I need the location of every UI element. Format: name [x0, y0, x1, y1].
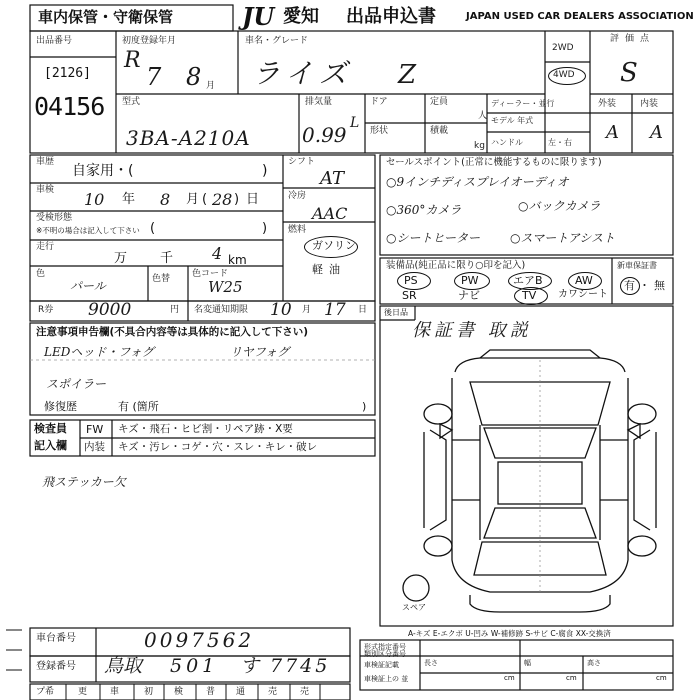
fuel-gasoline: ガソリン	[312, 239, 356, 252]
remarks-label: 後日品	[384, 308, 408, 317]
inspection-label: 車検	[36, 185, 55, 195]
registration-class: 501	[170, 655, 219, 677]
repair-value: 有 (箇所	[118, 400, 159, 413]
notes-header: 注意事項申告欄(不具合内容等は具体的に記入して下さい)	[36, 326, 309, 338]
selling-item-4: ○シートヒーター	[386, 231, 481, 245]
lot-number: 04156	[34, 92, 105, 121]
name-notice-label: 名変通知期限	[194, 305, 249, 315]
inspection-year: 10	[84, 190, 105, 209]
manual-value: 有・無	[624, 279, 669, 292]
selling-item-5: ○スマートアシスト	[510, 231, 616, 245]
inspection-day-unit: 日	[246, 192, 260, 207]
first-reg-month-unit: 月	[206, 81, 216, 91]
spec-cm-1: cm	[504, 674, 515, 682]
color-value: パール	[70, 279, 106, 293]
receive-note: ※不明の場合は記入して下さい	[36, 226, 140, 235]
color-code: W25	[208, 278, 243, 296]
bottom-label-3: 車	[110, 687, 120, 697]
storage-label: 車内保管・守衛保管	[38, 8, 174, 26]
org-name: 愛知	[283, 6, 319, 27]
name-notice-day: 17	[324, 300, 346, 320]
score-ext-label: 外装	[598, 99, 617, 109]
inspection-year-unit: 年	[122, 192, 136, 207]
mileage-unit: km	[228, 253, 247, 267]
mileage-man: 万	[114, 251, 128, 266]
registration-area: 鳥取	[104, 655, 143, 677]
r-ticket-label: R券	[38, 305, 54, 315]
manual-header: 新車保証書	[617, 261, 657, 270]
bottom-label-9: 売	[300, 687, 310, 697]
name-notice-day-unit: 日	[358, 305, 368, 315]
dealer-label: ディーラー・並行	[491, 99, 555, 108]
equip-airbag: エアB	[513, 274, 543, 287]
color-change-label: 色替	[152, 274, 171, 284]
ac-label: 冷房	[288, 191, 307, 201]
shift-value: AT	[320, 168, 345, 189]
model-year-label: モデル 年式	[491, 116, 534, 125]
first-reg-label: 初度登録年月	[122, 36, 177, 46]
notes-line3: スポイラー	[46, 377, 107, 391]
checker-interior-items: キズ・汚レ・コゲ・穴・スレ・キレ・破レ	[118, 441, 318, 453]
color-label: 色	[36, 269, 46, 279]
inspection-day: 28	[212, 190, 233, 209]
spec-recheck: 車検証上の 並	[364, 675, 409, 683]
lot-label: 出品番号	[36, 36, 73, 46]
checker-handwritten: 飛ステッカー欠	[42, 475, 126, 489]
registration-number: 7745	[270, 655, 331, 677]
lot-sub-number: [2126]	[44, 66, 91, 81]
selling-item-3: ○バックカメラ	[518, 199, 601, 213]
bottom-label-7: 通	[236, 687, 246, 697]
load-label: 積載	[430, 126, 449, 136]
mileage-sen: 千	[160, 251, 174, 266]
r-ticket-unit: 円	[170, 305, 180, 315]
repair-label: 修復歴	[44, 400, 77, 413]
history-close: )	[262, 163, 268, 179]
receive-paren-close: )	[262, 221, 268, 236]
equipment-header: 装備品(純正品に限り○印を記入)	[386, 260, 526, 271]
mileage-value: 4	[212, 244, 223, 263]
type-label: 型式	[122, 97, 141, 107]
fuel-label: 燃料	[288, 225, 307, 235]
drive-4wd: 4WD	[553, 70, 575, 80]
spec-title: 形式指定番号	[364, 643, 406, 651]
spec-height: 高さ	[587, 659, 601, 667]
spec-cm-2: cm	[566, 674, 577, 682]
name-notice-month: 10	[270, 300, 292, 320]
doors-label: ドア	[370, 97, 388, 107]
bottom-label-1: プ希	[36, 687, 55, 697]
receive-paren: (	[150, 221, 156, 236]
shape-label: 形状	[370, 126, 389, 136]
checker-label2: 記入欄	[34, 439, 67, 452]
spec-cm-3: cm	[656, 674, 667, 682]
score-label: 評価点	[610, 34, 656, 44]
spec-dims-title: 車検証記載	[364, 661, 399, 669]
registration-kana: す	[240, 655, 260, 677]
capacity-label: 定員	[430, 97, 449, 107]
equip-aw: AW	[575, 274, 593, 287]
capacity-unit: 人	[478, 111, 488, 121]
equip-sr: SR	[402, 289, 417, 302]
handle-label: ハンドル	[491, 138, 523, 147]
notes-line2: リヤフォグ	[230, 345, 290, 359]
shift-label: シフト	[288, 157, 316, 167]
drive-2wd: 2WD	[552, 43, 574, 53]
checker-interior: 内装	[84, 441, 105, 453]
equip-leather: カワシート	[558, 289, 608, 300]
spec-cat-title: 類別区分番号	[364, 650, 406, 658]
damage-legend: A-キズ E-エクボ U-凹み W-補修跡 S-サビ C-腐食 XX-交換済	[408, 629, 611, 638]
equip-ps: PS	[404, 274, 418, 287]
notes-line1: LEDヘッド・フォグ	[44, 345, 154, 359]
history-value: 自家用・(	[72, 163, 134, 179]
chassis-label: 車台番号	[36, 633, 76, 644]
equip-navi: ナビ	[458, 289, 480, 302]
inspection-month: 8	[160, 190, 171, 209]
mileage-label: 走行	[36, 242, 55, 252]
checker-fw-items: キズ・飛石・ヒビ割・リペア跡・X要	[118, 423, 293, 435]
spec-length: 長さ	[424, 659, 438, 667]
first-reg-year: 7	[146, 63, 162, 91]
r-ticket-value: 9000	[88, 300, 132, 320]
fuel-diesel: 軽油	[312, 263, 346, 276]
bottom-label-8: 売	[268, 687, 278, 697]
score-int-label: 内装	[640, 99, 659, 109]
repair-close: )	[362, 400, 367, 413]
form-title: 出品申込書	[346, 6, 436, 27]
selling-header: セールスポイント(正常に機能するものに限ります)	[386, 157, 602, 168]
model-name: ライズ	[252, 57, 353, 90]
score-value: S	[620, 58, 638, 88]
bottom-label-6: 普	[206, 687, 216, 697]
bottom-label-5: 検	[174, 687, 184, 697]
receive-label: 受検形態	[36, 213, 73, 223]
ac-value: AAC	[312, 204, 348, 223]
handle-left-right: 左・右	[548, 138, 572, 147]
first-reg-month: 8	[186, 63, 202, 91]
ju-logo: JU	[242, 2, 275, 31]
equip-pw: PW	[461, 274, 479, 287]
spare-label: スペア	[402, 603, 426, 612]
registration-label: 登録番号	[36, 661, 76, 672]
bottom-label-2: 更	[78, 687, 88, 697]
equip-tv: TV	[522, 289, 537, 302]
spec-width: 幅	[524, 659, 531, 667]
displacement-value: 0.99	[302, 123, 347, 147]
bottom-label-4: 初	[144, 687, 154, 697]
type-value: 3BA-A210A	[126, 126, 251, 150]
score-ext: A	[606, 122, 619, 143]
chassis-value: 0097562	[144, 628, 255, 652]
model-grade: Z	[398, 60, 417, 90]
remarks-value: 保証書 取説	[412, 320, 532, 341]
checker-label1: 検査員	[34, 422, 67, 435]
displacement-label: 排気量	[305, 97, 333, 107]
selling-item-2: ○360°カメラ	[386, 203, 462, 217]
displacement-unit: L	[350, 115, 360, 131]
checker-fw: FW	[86, 423, 104, 436]
inspection-month-unit: 月	[186, 192, 200, 207]
org-english: JAPAN USED CAR DEALERS ASSOCIATION	[466, 11, 694, 22]
first-reg-era: R	[124, 48, 141, 73]
history-label: 車歴	[36, 157, 55, 167]
color-code-label: 色コード	[192, 269, 229, 279]
score-int: A	[650, 122, 663, 143]
load-unit: kg	[474, 141, 485, 151]
name-notice-month-unit: 月	[302, 305, 312, 315]
model-label: 車名・グレード	[245, 36, 309, 46]
selling-item-1: ○9インチディスプレイオーディオ	[386, 175, 569, 189]
